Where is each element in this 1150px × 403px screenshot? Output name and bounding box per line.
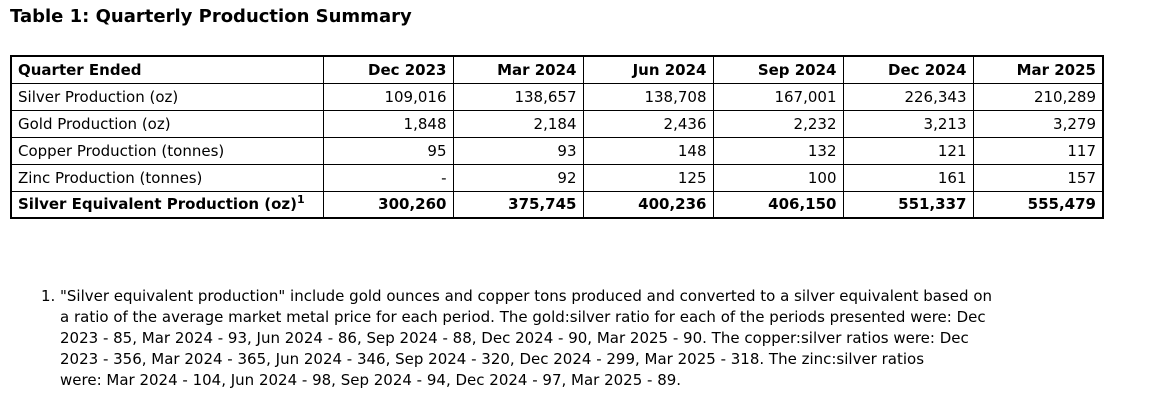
row-label: Silver Production (oz) [11,83,323,110]
table-cell: 375,745 [453,191,583,218]
row-label: Gold Production (oz) [11,110,323,137]
table-cell: 400,236 [583,191,713,218]
row-label: Copper Production (tonnes) [11,137,323,164]
table-cell: 167,001 [713,83,843,110]
table-header-row [11,56,1103,83]
table-cell: - [323,164,453,191]
table-cell: 95 [323,137,453,164]
column-header-sep-2024: Sep 2024 [713,56,843,83]
row-label [11,191,323,218]
table-cell: 210,289 [973,83,1103,110]
footnote-line: a ratio of the average market metal price for each period. The gold:silver ratio for each of the periods presented were: Dec [60,308,986,326]
table-cell: 3,279 [973,110,1103,137]
footnote-line: 2023 - 85, Mar 2024 - 93, Jun 2024 - 86, Sep 2024 - 88, Dec 2024 - 90, Mar 2025 - 90. The copper:silver ratios were: Dec [60,329,969,347]
table-cell: 100 [713,164,843,191]
footnote-text [60,286,992,391]
column-header-jun-2024: Jun 2024 [583,56,713,83]
table-cell: 300,260 [323,191,453,218]
table-cell: 138,657 [453,83,583,110]
footnote-line: 2023 - 356, Mar 2024 - 365, Jun 2024 - 346, Sep 2024 - 320, Dec 2024 - 299, Mar 2025 - 318. The zinc:silver ratios [60,350,925,368]
table-cell: 555,479 [973,191,1103,218]
table-row-gold-production [11,110,1103,137]
table-cell: 138,708 [583,83,713,110]
row-label-text: Silver Equivalent Production (oz) [18,195,298,214]
table-cell: 161 [843,164,973,191]
table-cell: 121 [843,137,973,164]
table-cell: 551,337 [843,191,973,218]
table-cell: 2,184 [453,110,583,137]
table-cell: 132 [713,137,843,164]
table-row-zinc-production [11,164,1103,191]
footnote-line: were: Mar 2024 - 104, Jun 2024 - 98, Sep 2024 - 94, Dec 2024 - 97, Mar 2025 - 89. [60,371,682,389]
table-row-silver-equivalent-production [11,191,1103,218]
row-label: Zinc Production (tonnes) [11,164,323,191]
table-row-copper-production [11,137,1103,164]
table-cell: 226,343 [843,83,973,110]
footnote-reference: 1 [297,193,305,207]
column-header-mar-2024: Mar 2024 [453,56,583,83]
table-cell: 125 [583,164,713,191]
column-header-mar-2025: Mar 2025 [973,56,1103,83]
footnote-line: "Silver equivalent production" include gold ounces and copper tons produced and converted to a silver equivalent based on [60,287,993,305]
footnote [41,286,992,391]
table-cell: 157 [973,164,1103,191]
table-row-silver-production [11,83,1103,110]
table-cell: 406,150 [713,191,843,218]
column-header-dec-2024: Dec 2024 [843,56,973,83]
column-header-quarter-ended: Quarter Ended [11,56,323,83]
table-cell: 148 [583,137,713,164]
table-cell: 2,232 [713,110,843,137]
table-cell: 117 [973,137,1103,164]
table-cell: 3,213 [843,110,973,137]
column-header-dec-2023: Dec 2023 [323,56,453,83]
page-title: Table 1: Quarterly Production Summary [10,6,412,27]
table-cell: 93 [453,137,583,164]
table-cell: 2,436 [583,110,713,137]
table-cell: 92 [453,164,583,191]
table-cell: 109,016 [323,83,453,110]
footnote-number: 1. [41,287,56,305]
quarterly-production-table [10,55,1104,219]
table-cell: 1,848 [323,110,453,137]
